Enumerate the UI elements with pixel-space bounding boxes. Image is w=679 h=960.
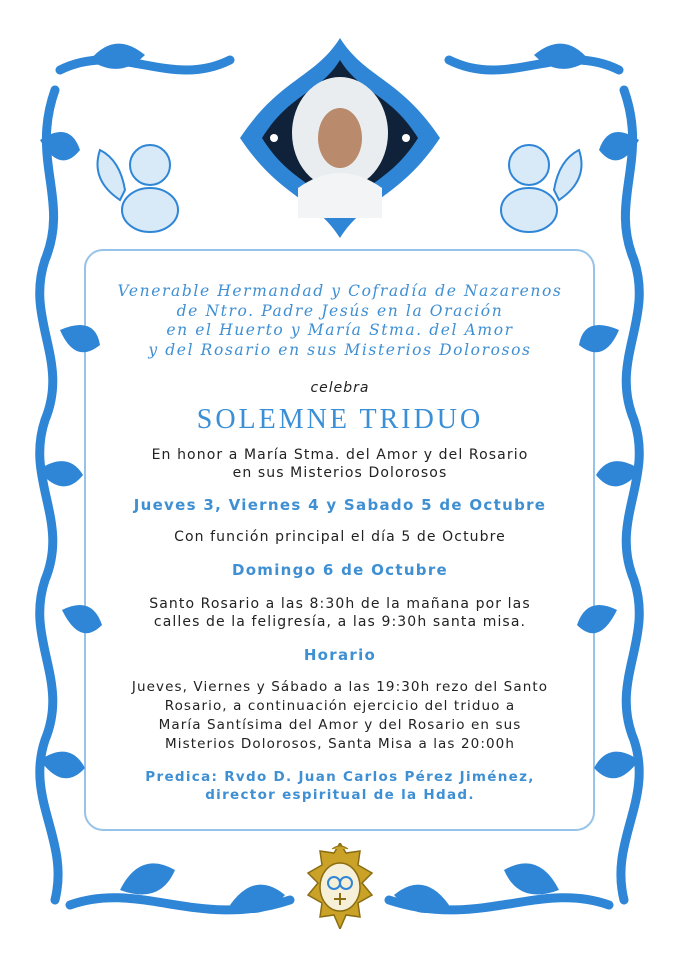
celebra-label: celebra — [310, 380, 370, 396]
principal-function: Con función principal el día 5 de Octubre — [174, 529, 506, 545]
schedule-line: María Santísima del Amor y del Rosario en sus — [158, 717, 522, 733]
sunday-date: Domingo 6 de Octubre — [231, 561, 449, 579]
brotherhood-line: en el Huerto y María Stma. del Amor — [166, 321, 514, 339]
brotherhood-name — [105, 282, 575, 360]
honor-text — [105, 446, 575, 482]
invitation-text — [105, 282, 575, 804]
triduo-dates: Jueves 3, Viernes 4 y Sabado 5 de Octubre — [133, 496, 547, 514]
schedule-heading: Horario — [303, 646, 377, 664]
schedule-line: Rosario, a continuación ejercicio del triduo a — [164, 698, 516, 714]
rosary-line: Santo Rosario a las 8:30h de la mañana por las — [149, 596, 531, 612]
rosary-line: calles de la feligresía, a las 9:30h santa misa. — [153, 614, 527, 630]
preacher-text — [105, 768, 575, 804]
rosary-text — [105, 595, 575, 631]
brotherhood-crest-icon — [302, 843, 378, 929]
honor-line: en sus Misterios Dolorosos — [232, 465, 448, 481]
preacher-line: director espiritual de la Hdad. — [205, 787, 475, 803]
virgin-portrait-image — [240, 38, 440, 238]
brotherhood-line: Venerable Hermandad y Cofradía de Nazarenos — [117, 282, 563, 300]
honor-line: En honor a María Stma. del Amor y del Rosario — [151, 447, 529, 463]
schedule-text — [105, 678, 575, 754]
preacher-line: Predica: Rvdo D. Juan Carlos Pérez Jiménez, — [145, 769, 535, 785]
event-title: SOLEMNE TRIDUO — [196, 404, 484, 435]
brotherhood-line: y del Rosario en sus Misterios Dolorosos — [148, 340, 532, 359]
schedule-line: Misterios Dolorosos, Santa Misa a las 20:00h — [164, 736, 516, 752]
schedule-line: Jueves, Viernes y Sábado a las 19:30h rezo del Santo — [131, 679, 549, 695]
brotherhood-line: de Ntro. Padre Jesús en la Oración — [176, 301, 504, 320]
